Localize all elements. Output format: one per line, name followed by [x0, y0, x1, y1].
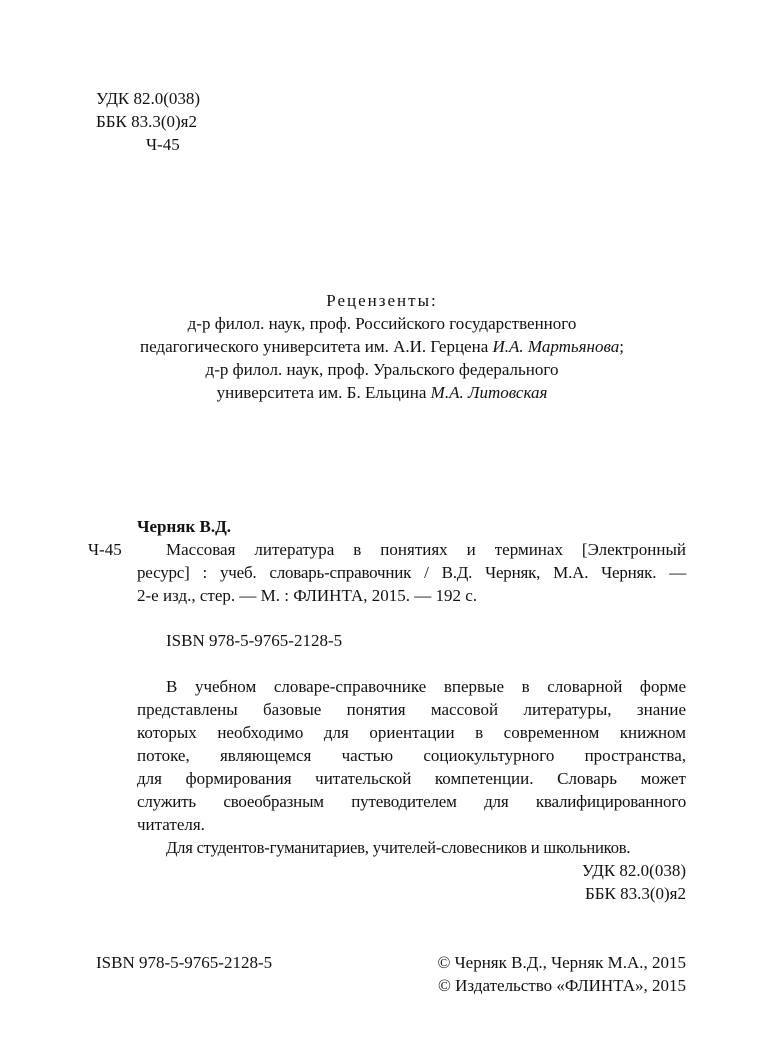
bbk-code-top: ББК 83.3(0)я2 [96, 112, 198, 131]
card-udk: УДК 82.0(038) [581, 861, 686, 880]
udk-code-top: УДК 82.0(038) [96, 89, 201, 108]
reviewer-2-line-2 [0, 382, 764, 404]
footer-copyright-publisher: © Издательство «ФЛИНТА», 2015 [437, 976, 686, 995]
abstract-line: потоке, являющемся частью социокультурного пространства, [137, 746, 686, 765]
reviewer-1-line-2 [0, 336, 764, 358]
footer-copyright-authors: © Черняк В.Д., Черняк М.А., 2015 [437, 953, 686, 972]
card-isbn: ISBN 978-5-9765-2128-5 [166, 631, 343, 650]
abstract-line: служить своеобразным путеводителем для квалифицированного [137, 792, 686, 811]
abstract-line: для формирования читательской компетенции. Словарь может [137, 769, 686, 788]
abstract-line: которых необходимо для ориентации в современном книжном [137, 723, 686, 742]
reviewer-1-name: И.А. Мартьянова [492, 337, 620, 356]
card-author: Черняк В.Д. [137, 517, 232, 536]
reviewer-2-affiliation: университета им. Б. Ельцина [216, 383, 431, 402]
footer-isbn: ISBN 978-5-9765-2128-5 [96, 953, 273, 972]
reviewers-heading: Рецензенты: [326, 291, 438, 310]
reviewer-1-affiliation: педагогического университета им. А.И. Герцена [140, 337, 493, 356]
abstract-line: В учебном словаре-справочнике впервые в словарной форме [166, 677, 686, 696]
card-title-line-1: Массовая литература в понятиях и терминах [Электронный [166, 540, 686, 559]
reviewer-1-separator: ; [619, 337, 624, 356]
card-author-mark: Ч-45 [88, 540, 122, 559]
card-title-line-3: 2-е изд., стер. — М. : ФЛИНТА, 2015. — 192 с. [137, 586, 478, 605]
reviewer-1-line-1: д-р филол. наук, проф. Российского государственного [187, 314, 577, 333]
reviewer-2-name: М.А. Литовская [430, 383, 548, 402]
abstract-line: читателя. [137, 815, 205, 834]
author-mark-top: Ч-45 [146, 135, 180, 154]
reviewer-2-line-1: д-р филол. наук, проф. Уральского федерального [205, 360, 559, 379]
card-bbk: ББК 83.3(0)я2 [584, 884, 686, 903]
card-audience: Для студентов-гуманитариев, учителей-словесников и школьников. [166, 838, 631, 857]
card-title-line-2: ресурс] : учеб. словарь-справочник / В.Д. Черняк, М.А. Черняк. — [137, 563, 686, 582]
abstract-line: представлены базовые понятия массовой литературы, знание [137, 700, 686, 719]
